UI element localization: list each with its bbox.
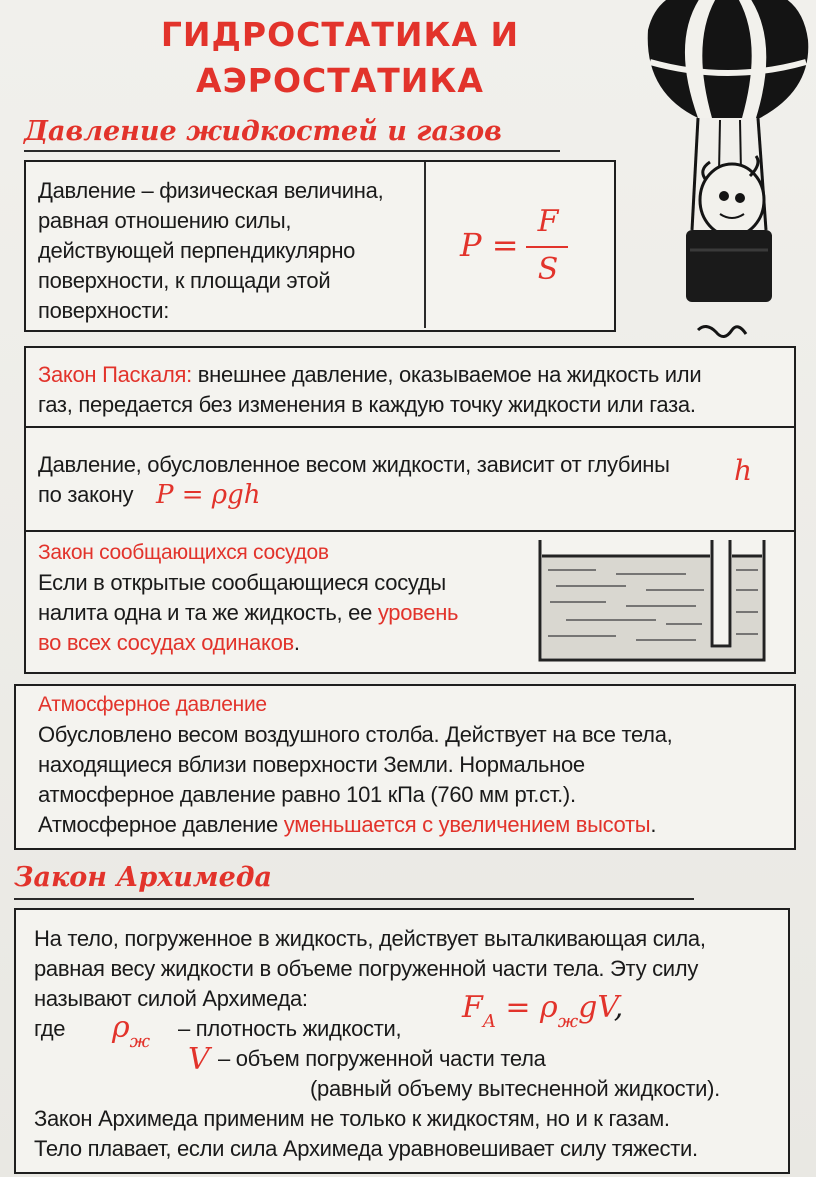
formula-comma: , (613, 990, 624, 1025)
pascal-law-label: Закон Паскаля: (38, 362, 192, 387)
depth-line-2-prefix: по закону (38, 482, 134, 507)
depth-line-1: Давление, обусловленное весом жидкости, зависит от глубины (38, 452, 670, 477)
formula-equals-rho: = ρ (495, 990, 558, 1025)
atmosphere-line-4: Атмосферное давление (38, 812, 284, 837)
formula-force: F (462, 990, 483, 1025)
vessels-heading: Закон сообщающихся сосудов (38, 541, 329, 564)
vessels-line-3: во всех сосудах одинаков (38, 630, 294, 655)
pressure-section-heading: Давление жидкостей и газов (24, 116, 502, 147)
volume-description: – объем погруженной части тела (218, 1046, 546, 1071)
atmosphere-line-1: Обусловлено весом воздушного столба. Действует на все тела, (38, 722, 673, 747)
vessels-period: . (293, 630, 300, 655)
atmosphere-period: . (650, 812, 657, 837)
atmosphere-highlight: уменьшается с увеличением высоты (283, 812, 651, 837)
archimedes-line-2: равная весу жидкости в объеме погруженной части тела. Эту силу (34, 956, 699, 981)
pascal-law-text (38, 360, 701, 420)
title-line-1: ГИДРОСТАТИКА И (160, 15, 520, 54)
archimedes-gas-line: Закон Архимеда применим не только к жидкостям, но и к газам. (34, 1106, 670, 1131)
vessels-line-1: Если в открытые сообщающиеся сосуды (38, 570, 446, 595)
atmosphere-line-3: атмосферное давление равно 101 кПа (760 мм рт.ст.). (38, 782, 576, 807)
vessels-text (38, 568, 458, 658)
archimedes-line-3: называют силой Архимеда: (34, 986, 308, 1011)
rho-symbol (112, 1010, 151, 1052)
archimedes-float-line: Тело плавает, если сила Архимеда уравновешивает силу тяжести. (34, 1136, 698, 1161)
pascal-line-2: газ, передается без изменения в каждую точку жидкости или газа. (38, 392, 696, 417)
definition-line: Давление – физическая величина, (38, 178, 384, 203)
communicating-vessels-diagram (536, 540, 768, 666)
volume-parenthetical: (равный объему вытесненной жидкости). (310, 1076, 720, 1101)
page-title (130, 12, 550, 104)
atmosphere-heading: Атмосферное давление (38, 693, 267, 716)
rho-subscript: ж (129, 1031, 151, 1052)
definition-line: поверхности, к площади этой (38, 268, 331, 293)
fraction-bar (526, 246, 568, 248)
definition-line: действующей перпендикулярно (38, 238, 356, 263)
box-divider (424, 162, 426, 328)
volume-symbol: V (188, 1042, 210, 1077)
depth-formula: P = ρgh (156, 480, 261, 510)
vessels-level-word: уровень (377, 600, 459, 625)
archimedes-line-1: На тело, погруженное в жидкость, действует выталкивающая сила, (34, 926, 706, 951)
where-label: где (34, 1016, 66, 1041)
pressure-definition-text (38, 176, 383, 326)
pressure-formula-lhs: P = (460, 226, 519, 264)
hot-air-balloon-illustration (640, 0, 816, 360)
archimedes-heading: Закон Архимеда (14, 862, 273, 893)
definition-line: равная отношению силы, (38, 208, 292, 233)
rho-letter: ρ (112, 1010, 130, 1045)
vessels-line-2: налита одна и та же жидкость, ее (38, 600, 378, 625)
depth-symbol: h (734, 454, 753, 487)
pressure-formula-denominator: S (537, 252, 559, 287)
heading-underline (14, 898, 694, 900)
atmosphere-line-2: находящиеся вблизи поверхности Земли. Нормальное (38, 752, 585, 777)
formula-rho-subscript: ж (557, 1011, 579, 1032)
heading-underline (24, 150, 560, 152)
density-description: – плотность жидкости, (178, 1016, 402, 1041)
definition-line: поверхности: (38, 298, 170, 323)
depth-pressure-box (24, 426, 796, 534)
formula-gv: gV (578, 990, 614, 1025)
archimedes-formula (462, 990, 624, 1032)
formula-force-subscript: A (482, 1011, 496, 1032)
pressure-formula-numerator: F (537, 204, 559, 239)
atmosphere-text (38, 720, 672, 840)
title-line-2: АЭРОСТАТИКА (196, 61, 484, 100)
pascal-line-1: внешнее давление, оказываемое на жидкость или (191, 362, 702, 387)
